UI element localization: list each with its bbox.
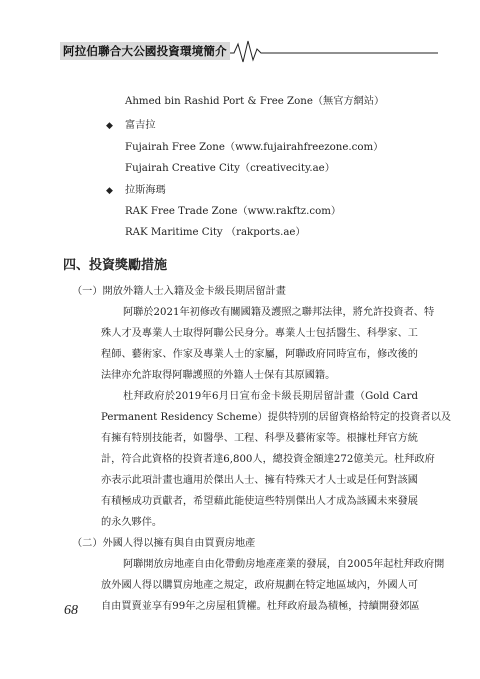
paragraph-line: 自由買賣並享有99年之房屋租賃權。杜拜政府最為積極，持續開發郊區 (101, 601, 420, 612)
zone-entry: Fujairah Free Zone（www.fujairahfreezone.com） (125, 142, 384, 153)
section-title: 四、投資獎勵措施 (63, 258, 168, 273)
paragraph-line: 有擁有特別技能者，如醫學、工程、科學及藝術家等。根據杜拜官方統 (101, 433, 418, 444)
subsection-heading: （一）開放外籍人士入籍及金卡級長期居留計畫 (72, 286, 286, 297)
paragraph-line: Permanent Residency Scheme）提供特別的居留資格給特定的投資者以及 (101, 412, 452, 423)
header-title: 阿拉伯聯合大公國投資環境簡介 (60, 42, 230, 60)
page-number: 68 (64, 603, 78, 618)
paragraph-line: 杜拜政府於2019年6月日宣布金卡級長期居留計畫（Gold Card (123, 391, 418, 402)
paragraph-line: 阿聯於2021年初修改有關國籍及護照之聯邦法律，將允許投資者、特 (123, 307, 435, 318)
paragraph-line: 有積極成功貢獻者，希望藉此能使這些特別傑出人才成為該國未來發展 (101, 496, 418, 507)
paragraph-line: 程師、藝術家、作家及專業人士的家屬，阿聯政府同時宣布，修改後的 (101, 349, 418, 360)
paragraph-line: 阿聯開放房地產自由化帶動房地產產業的發展，自2005年起杜拜政府開 (123, 559, 445, 570)
emirate-name: 拉斯海瑪 (125, 185, 166, 196)
paragraph-line: 的永久夥伴。 (101, 517, 163, 528)
zone-entry: RAK Maritime City （rakports.ae） (125, 227, 306, 238)
emirate-name: 富吉拉 (125, 120, 156, 131)
paragraph-line: 殊人才及專業人士取得阿聯公民身分。專業人士包括醫生、科學家、工 (101, 328, 418, 339)
paragraph-line: 法律亦允許取得阿聯護照的外籍人士保有其原國籍。 (101, 370, 336, 381)
running-header (58, 38, 438, 64)
diamond-bullet-icon: ◆ (106, 186, 113, 196)
zone-entry: Fujairah Creative City（creativecity.ae） (125, 163, 335, 174)
paragraph-line: 亦表示此項計畫也適用於傑出人士、擁有特殊天才人士或是任何對該國 (101, 475, 418, 486)
subsection-heading: （二）外國人得以擁有與自由買賣房地產 (72, 538, 256, 549)
paragraph-line: 放外國人得以購買房地產之規定，政府規劃在特定地區域內，外國人可 (101, 580, 418, 591)
diamond-bullet-icon: ◆ (106, 121, 113, 131)
zone-entry: RAK Free Trade Zone（www.rakftz.com） (125, 206, 342, 217)
zone-entry: Ahmed bin Rashid Port & Free Zone（無官方網站） (125, 96, 385, 107)
paragraph-line: 計，符合此資格的投資者達6,800人，總投資金額達272億美元。杜拜政府 (101, 454, 435, 465)
